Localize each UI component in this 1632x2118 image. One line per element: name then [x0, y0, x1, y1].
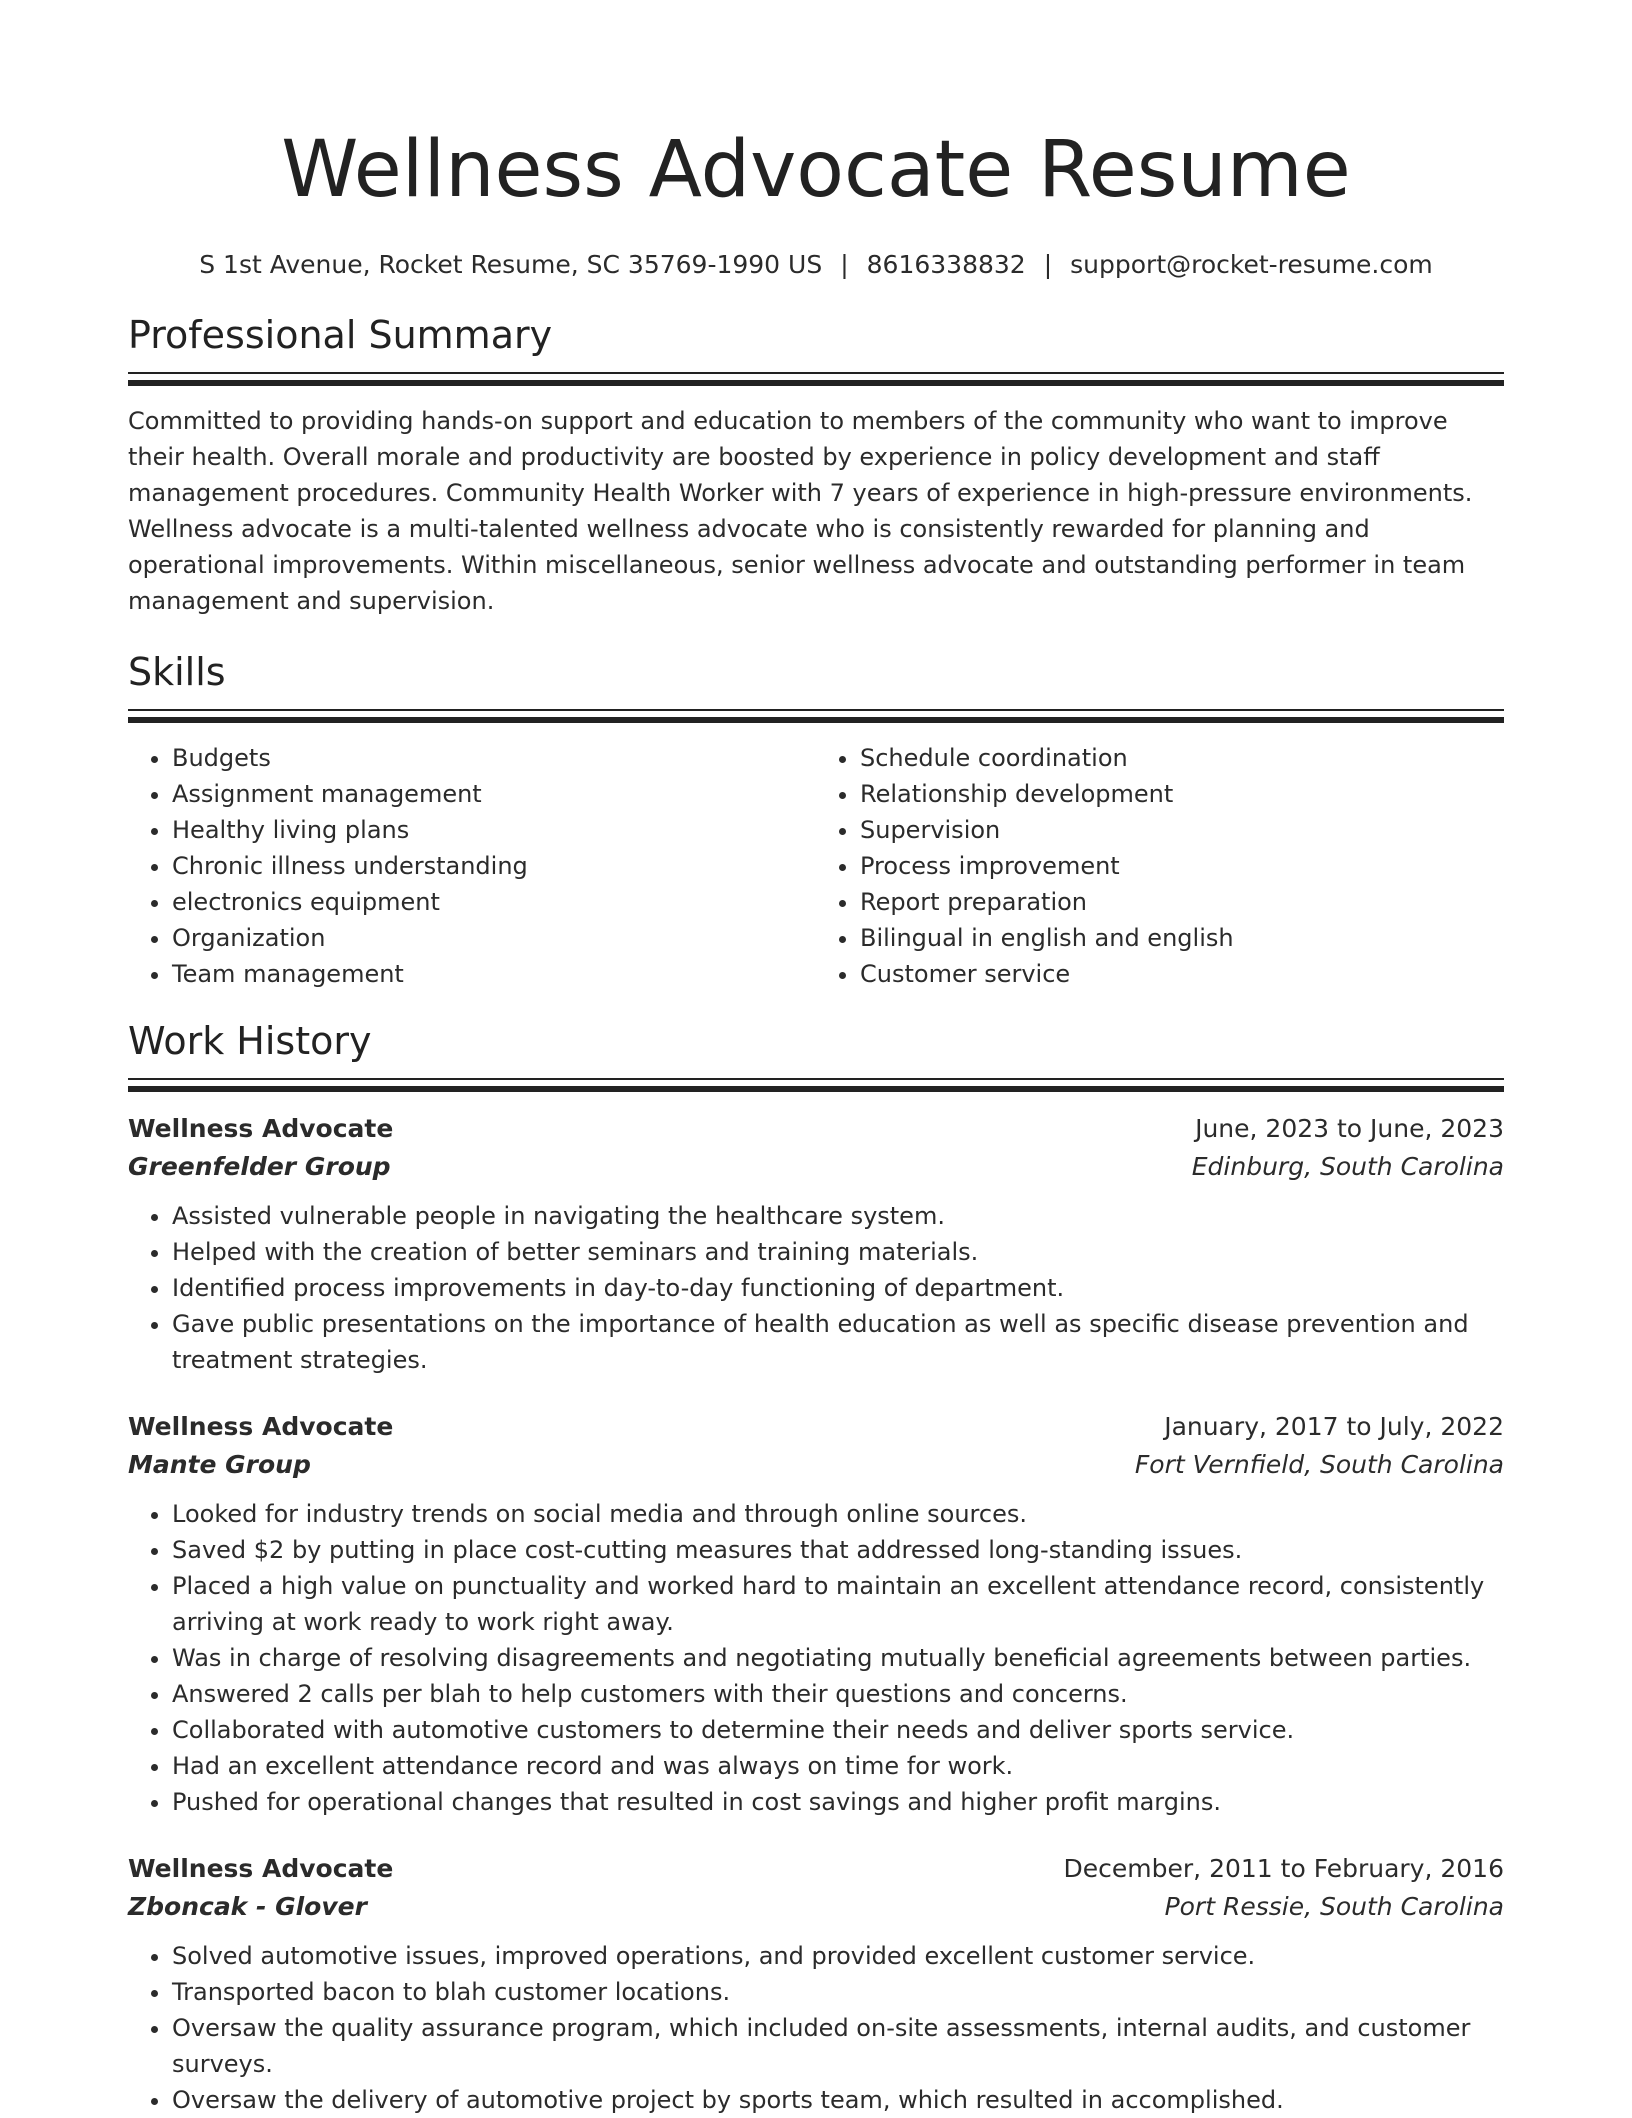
contact-email: support@rocket-resume.com — [1070, 250, 1433, 279]
job-bullet: • Assisted vulnerable people in navigating the healthcare system. — [172, 1198, 1504, 1234]
job-location: Fort Vernfield, South Carolina — [1134, 1450, 1504, 1479]
professional-summary-section — [128, 310, 1504, 619]
skill-item: • Healthy living plans — [172, 812, 816, 848]
work-history-section — [128, 1016, 1504, 2118]
job-bullet: • Collaborated with automotive customers to determine their needs and deliver sports service. — [172, 1712, 1504, 1748]
skill-item: • Report preparation — [860, 884, 1504, 920]
job-bullets — [128, 1496, 1504, 1820]
job-header-row — [128, 1110, 1504, 1148]
job-title: Wellness Advocate — [128, 1854, 394, 1883]
skill-item: • Bilingual in english and english — [860, 920, 1504, 956]
job-bullet: • Had an excellent attendance record and was always on time for work. — [172, 1748, 1504, 1784]
job-bullet: • Identified process improvements in day-to-day functioning of department. — [172, 1270, 1504, 1306]
skills-grid — [128, 740, 1504, 992]
summary-text: Committed to providing hands-on support and education to members of the community who want to improve their health. Overall morale and productivity are boosted by experience in policy development and staff management procedures. Community Health Worker with 7 years of experience in high-pressure environments. Wellness advocate is a multi-talented wellness advocate who is consistently rewarded for planning and operational improvements. Within miscellaneous, senior wellness advocate and outstanding performer in team management and supervision. — [128, 407, 1473, 615]
job-bullet: • Helped with the creation of better seminars and training materials. — [172, 1234, 1504, 1270]
job-entry — [128, 1408, 1504, 1820]
job-bullet: • Pushed for operational changes that resulted in cost savings and higher profit margins. — [172, 1784, 1504, 1820]
job-dates: December, 2011 to February, 2016 — [1063, 1854, 1504, 1883]
job-dates: June, 2023 to June, 2023 — [1195, 1114, 1504, 1143]
job-header-row — [128, 1408, 1504, 1446]
job-bullet: • Answered 2 calls per blah to help customers with their questions and concerns. — [172, 1676, 1504, 1712]
skill-item: • Assignment management — [172, 776, 816, 812]
job-location: Edinburg, South Carolina — [1191, 1152, 1504, 1181]
job-company: Greenfelder Group — [128, 1152, 391, 1181]
section-title-work-history: Work History — [128, 1019, 372, 1063]
job-bullet: • Saved $2 by putting in place cost-cutting measures that addressed long-standing issues. — [172, 1532, 1504, 1568]
job-bullet: • Oversaw the delivery of automotive project by sports team, which resulted in accomplished. — [172, 2082, 1504, 2118]
contact-line — [128, 248, 1504, 282]
skill-item: • electronics equipment — [172, 884, 816, 920]
job-company-row — [128, 1148, 1504, 1186]
skill-item: • Chronic illness understanding — [172, 848, 816, 884]
job-bullet: • Was in charge of resolving disagreements and negotiating mutually beneficial agreements between parties. — [172, 1640, 1504, 1676]
resume-name: Wellness Advocate Resume — [281, 125, 1351, 215]
section-divider-thick — [128, 380, 1504, 386]
job-bullet: • Gave public presentations on the importance of health education as well as specific disease prevention and treatment strategies. — [172, 1306, 1504, 1378]
job-bullet: • Solved automotive issues, improved operations, and provided excellent customer service. — [172, 1938, 1504, 1974]
skill-item: • Process improvement — [860, 848, 1504, 884]
section-divider-thick — [128, 1086, 1504, 1092]
skill-item: • Supervision — [860, 812, 1504, 848]
job-dates: January, 2017 to July, 2022 — [1164, 1412, 1504, 1441]
skill-item: • Organization — [172, 920, 816, 956]
job-bullets — [128, 1938, 1504, 2118]
section-divider — [128, 372, 1504, 374]
job-bullet: • Transported bacon to blah customer locations. — [172, 1974, 1504, 2010]
job-entry — [128, 1850, 1504, 2118]
contact-phone: 8616338832 — [866, 250, 1026, 279]
job-company: Mante Group — [128, 1450, 311, 1479]
job-entry — [128, 1110, 1504, 1378]
section-divider-thick — [128, 717, 1504, 723]
section-divider — [128, 709, 1504, 711]
skills-column-left — [128, 740, 816, 992]
skill-item: • Team management — [172, 956, 816, 992]
job-bullet: • Oversaw the quality assurance program, which included on-site assessments, internal audits, and customer surveys. — [172, 2010, 1504, 2082]
job-company-row — [128, 1888, 1504, 1926]
job-header-row — [128, 1850, 1504, 1888]
job-company-row — [128, 1446, 1504, 1484]
job-bullets — [128, 1198, 1504, 1378]
contact-separator: | — [840, 250, 849, 279]
skills-section — [128, 647, 1504, 992]
section-title-summary: Professional Summary — [128, 313, 553, 357]
job-title: Wellness Advocate — [128, 1114, 394, 1143]
section-divider — [128, 1078, 1504, 1080]
job-title: Wellness Advocate — [128, 1412, 394, 1441]
skill-item: • Budgets — [172, 740, 816, 776]
job-location: Port Ressie, South Carolina — [1164, 1892, 1504, 1921]
skills-column-right — [816, 740, 1504, 992]
job-company: Zboncak - Glover — [128, 1892, 367, 1921]
skill-item: • Relationship development — [860, 776, 1504, 812]
job-bullet: • Placed a high value on punctuality and worked hard to maintain an excellent attendance record, consistently arriving at work ready to work right away. — [172, 1568, 1504, 1640]
skill-item: • Schedule coordination — [860, 740, 1504, 776]
skill-item: • Customer service — [860, 956, 1504, 992]
job-bullet: • Looked for industry trends on social media and through online sources. — [172, 1496, 1504, 1532]
contact-address: S 1st Avenue, Rocket Resume, SC 35769-1990 US — [199, 250, 823, 279]
contact-separator: | — [1043, 250, 1053, 279]
section-title-skills: Skills — [128, 650, 226, 694]
